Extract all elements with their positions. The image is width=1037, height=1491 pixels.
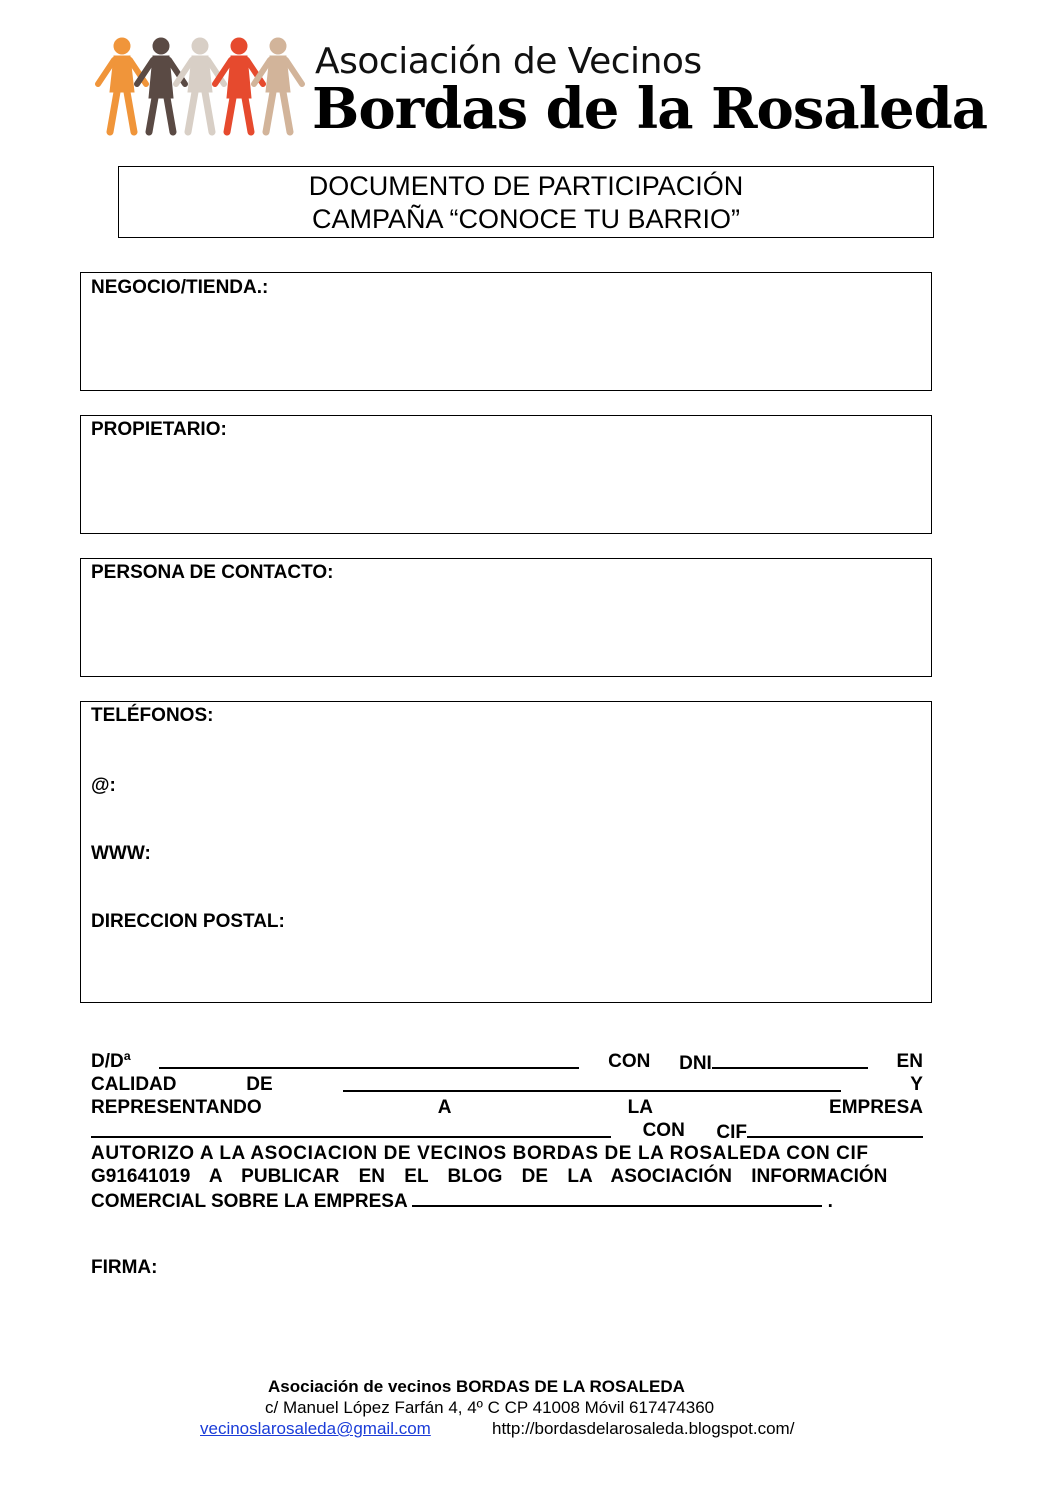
auth-period: . (827, 1191, 833, 1212)
document-title-box (118, 166, 934, 238)
logo-org-name: Bordas de la Rosaleda (312, 76, 988, 142)
footer-email-link[interactable]: vecinoslarosaleda@gmail.com (200, 1419, 431, 1438)
calidad-label: CALIDAD (91, 1074, 177, 1095)
auth-text-6: G91641019 A PUBLICAR EN EL BLOG DE LA ASOCIACIÓN INFORMACIÓN (91, 1166, 888, 1187)
dni-blank[interactable] (712, 1050, 868, 1069)
dni-field (679, 1050, 868, 1073)
telefonos-label: TELÉFONOS: (91, 705, 214, 726)
role-blank[interactable] (343, 1073, 841, 1092)
propietario-label: PROPIETARIO: (91, 419, 227, 440)
footer-org-prefix: Asociación de vecinos (268, 1377, 452, 1396)
company-name-blank[interactable] (412, 1188, 822, 1207)
representando-label: REPRESENTANDO (91, 1097, 262, 1118)
footer-contacts (200, 1418, 431, 1439)
auth-line-6 (91, 1165, 923, 1188)
dd-label: D/Dª (91, 1051, 131, 1072)
cif-blank[interactable] (747, 1119, 923, 1138)
auth-text-5: AUTORIZO A LA ASOCIACION DE VECINOS BORDAS DE LA ROSALEDA CON CIF (91, 1143, 869, 1164)
footer-org (268, 1376, 685, 1397)
con-cif-label: CON (642, 1120, 685, 1141)
la-label: LA (627, 1097, 653, 1118)
campaign-title: CAMPAÑA “CONOCE TU BARRIO” (311, 204, 741, 234)
footer-blog-url: http://bordasdelarosaleda.blogspot.com/ (492, 1419, 795, 1438)
con-label: CON (608, 1051, 651, 1072)
de-label: DE (246, 1074, 273, 1095)
negocio-field-box[interactable] (80, 272, 932, 391)
document-title: DOCUMENTO DE PARTICIPACIÓN (308, 171, 744, 201)
cif-label: CIF (716, 1122, 747, 1143)
auth-line-5 (91, 1142, 923, 1165)
negocio-label: NEGOCIO/TIENDA.: (91, 277, 269, 298)
name-blank[interactable] (159, 1050, 579, 1069)
a-label: A (437, 1097, 452, 1118)
contacto-label: PERSONA DE CONTACTO: (91, 562, 334, 583)
logo-org-line: Asociación de Vecinos (315, 41, 702, 82)
footer-org-name: BORDAS DE LA ROSALEDA (456, 1377, 685, 1396)
cif-field (716, 1119, 923, 1142)
propietario-field-box[interactable] (80, 415, 932, 534)
logo-figures-image (90, 36, 310, 140)
auth-line-4 (91, 1119, 923, 1142)
email-label: @: (91, 775, 116, 796)
firma-label: FIRMA: (91, 1257, 158, 1278)
auth-line-1 (91, 1050, 923, 1073)
auth-line-2 (91, 1073, 923, 1096)
y-label: Y (910, 1074, 923, 1095)
footer-address: c/ Manuel López Farfán 4, 4º C CP 41008 Móvil 617474360 (265, 1398, 715, 1417)
en-label: EN (896, 1051, 923, 1072)
empresa-label: EMPRESA (829, 1097, 923, 1118)
auth-text-7: COMERCIAL SOBRE LA EMPRESA (91, 1191, 407, 1212)
auth-line-3 (91, 1096, 923, 1119)
direccion-label: DIRECCION POSTAL: (91, 911, 285, 932)
auth-line-7 (91, 1188, 923, 1211)
company-blank[interactable] (91, 1119, 611, 1138)
www-label: WWW: (91, 843, 151, 864)
authorization-paragraph (91, 1050, 923, 1211)
dni-label: DNI (679, 1053, 712, 1074)
contacto-field-box[interactable] (80, 558, 932, 677)
contact-details-box[interactable] (80, 701, 932, 1003)
